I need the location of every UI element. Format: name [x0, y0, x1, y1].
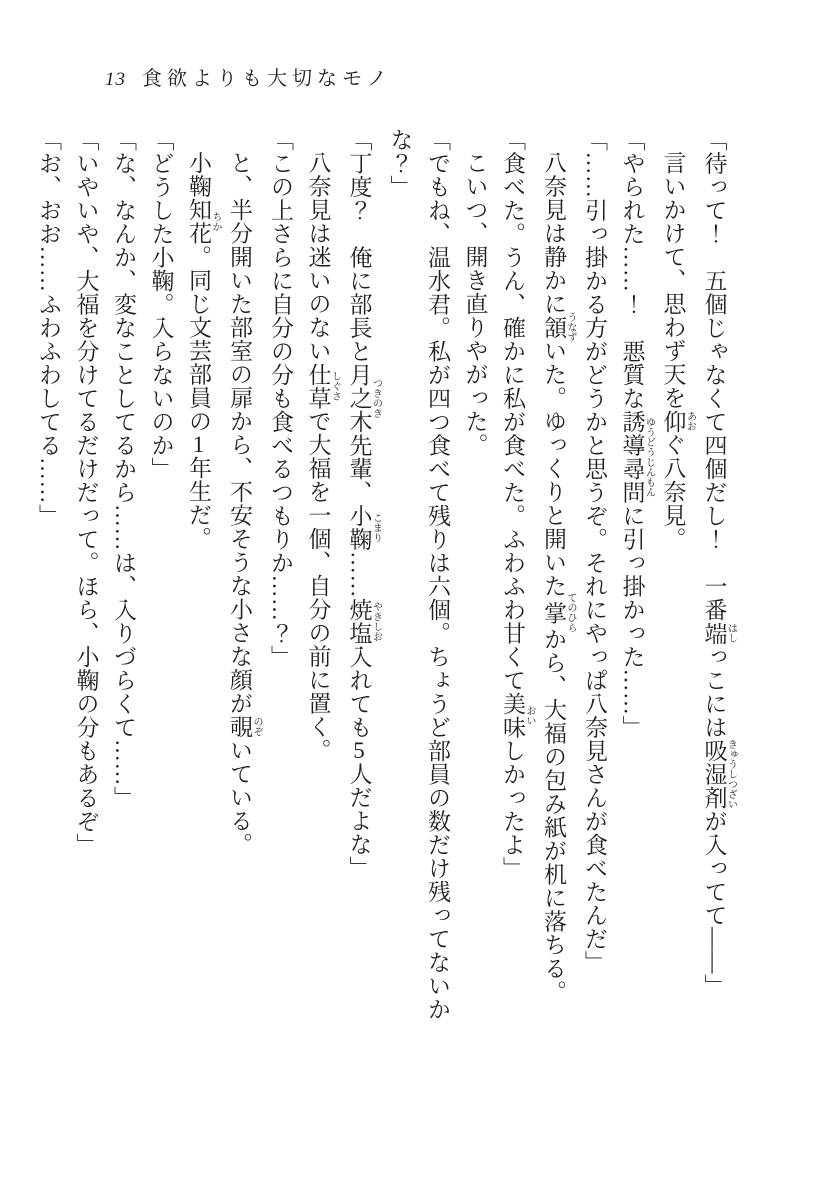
ruby-annotation: 覗 のぞ — [227, 715, 262, 739]
ruby-annotation: 誘導尋問 ゆうどうじんもん — [619, 410, 655, 504]
ruby-annotation: 吸湿剤 きゅうしつざい — [701, 739, 737, 810]
ruby-annotation: 月之木 つきのき — [346, 363, 382, 434]
ruby-annotation: 端 はし — [701, 621, 737, 645]
paragraph-8: 「でもね、温水君。私が四つ食べて残りは六個。ちょうど部員の数だけ残ってないかな？」 — [387, 128, 450, 1021]
paragraph-15: 「な、なんか、変なことしてるから……は、入りづらくて……」 — [111, 128, 136, 810]
paragraph-16: 「いやいや、大福を分けてるだけだって。ほら、小鞠の分もあるぞ」 — [73, 128, 99, 857]
upright-digit: 5 — [353, 739, 365, 762]
ruby-annotation: 仕草 しぐさ — [305, 362, 341, 410]
vertical-text-block — [30, 128, 737, 1073]
paragraph-10: 八奈見は迷いのない仕草 しぐさで大福を一個、自分の前に置く。 — [305, 151, 341, 762]
page-number: 13 — [105, 69, 126, 90]
ruby-annotation: 焼塩 やきしお — [346, 598, 382, 645]
paragraph-13: 小鞠知花 ちか。同じ文芸部員の1年生だ。 — [186, 151, 221, 550]
ruby-annotation: 小鞠 こまり — [346, 504, 382, 551]
paragraph-14: 「どうした小鞠。入らないのか」 — [148, 128, 174, 481]
ruby-annotation: 美味 おい — [500, 692, 535, 739]
paragraph-3: 「やられた……！ 悪質な誘導尋問 ゆうどうじんもんに引っ掛かった……」 — [619, 128, 655, 739]
chapter-title: 食欲よりも大切なモノ — [142, 68, 392, 90]
paragraph-4: 「……引っ掛かる方がどうかと思うぞ。それにやっぱ八奈見さんが食べたんだ」 — [582, 128, 607, 974]
paragraph-5: 八奈見は静かに頷 うなずいた。ゆっくりと開いた掌 てのひらから、大福の包み紙が机に落ちる。 — [541, 151, 576, 1004]
paragraph-17: 「お、おお……ふわふわしてる……」 — [36, 128, 61, 528]
paragraph-6: 「食べた。うん、確かに私が食べた。ふわふわ甘くて美味 おいしかったよ」 — [500, 128, 535, 880]
ruby-annotation: 知花 ちか — [186, 198, 221, 245]
paragraph-9: 「丁度？ 俺に部長と月之木 つきのき先輩、小鞠 こまり……焼塩 やきしお入れても5人だよな」 — [346, 128, 382, 880]
running-head — [105, 62, 392, 91]
paragraph-7: こいつ、開き直りやがった。 — [462, 151, 488, 457]
ruby-annotation: 頷 うなず — [541, 312, 576, 343]
ruby-annotation: 掌 てのひら — [541, 592, 576, 633]
paragraph-1: 「待って！ 五個じゃなくて四個だし！ 一番端 はしっこには吸湿剤 きゅうしつざいが入ってて――」 — [701, 128, 737, 998]
paragraph-11: 「この上さらに自分の分も食べるつもりか……？」 — [268, 128, 293, 669]
upright-digit: 1 — [192, 433, 205, 456]
paragraph-12: と、半分開いた部室の扉から、不安そうな小さな顔が覗 のぞいている。 — [227, 151, 262, 856]
paragraph-2: 言いかけて、思わず天を仰 あおぐ八奈見。 — [660, 151, 696, 551]
ruby-annotation: 仰 あお — [660, 409, 696, 433]
